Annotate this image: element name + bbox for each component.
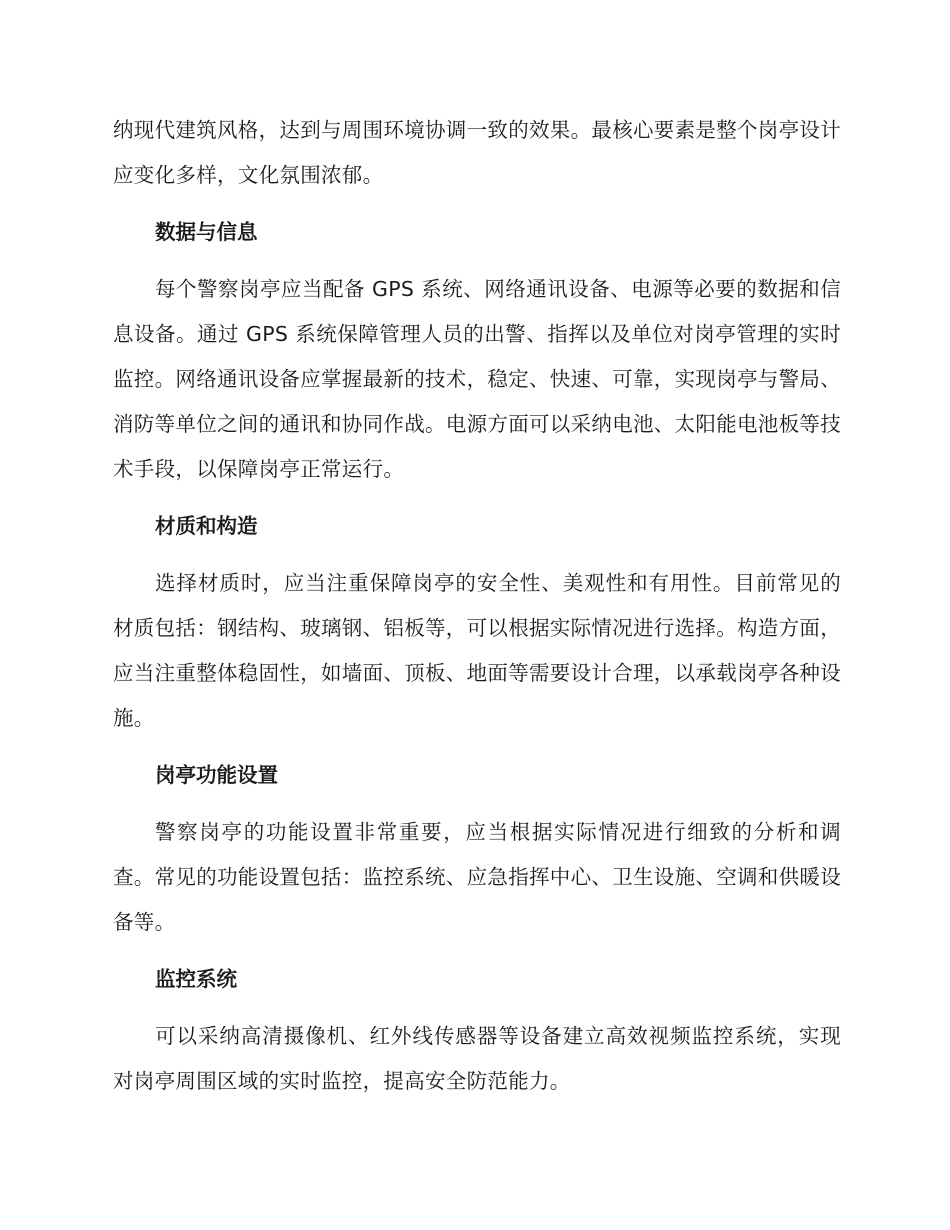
spacer [113, 255, 841, 267]
spacer [113, 741, 841, 753]
section-body-monitoring: 可以采纳高清摄像机、红外线传感器等设备建立高效视频监控系统，实现对岗亭周围区域的实时监控，提高安全防范能力。 [113, 1024, 841, 1093]
section-heading-functions: 岗亭功能设置 [155, 763, 278, 787]
section-body-materials: 选择材质时，应当注重保障岗亭的安全性、美观性和有用性。目前常见的材质包括：钢结构、玻璃钢、铝板等，可以根据实际情况进行选择。构造方面，应当注重整体稳固性，如墙面、顶板、地面等需要设计合理，以承载岗亭各种设施。 [113, 571, 841, 730]
spacer [113, 492, 841, 504]
intro-paragraph: 纳现代建筑风格，达到与周围环境协调一致的效果。最核心要素是整个岗亭设计应变化多样，文化氛围浓郁。 [113, 118, 841, 187]
spacer [113, 1002, 841, 1014]
section-heading-data-info: 数据与信息 [155, 220, 258, 244]
section-heading-materials: 材质和构造 [155, 514, 258, 538]
spacer [113, 945, 841, 957]
spacer [113, 798, 841, 810]
spacer [113, 549, 841, 561]
section-body-data-info: 每个警察岗亭应当配备 GPS 系统、网络通讯设备、电源等必要的数据和信息设备。通过 GPS 系统保障管理人员的出警、指挥以及单位对岗亭管理的实时监控。网络通讯设备应掌握最新的技术，稳定、快速、可靠，实现岗亭与警局、消防等单位之间的通讯和协同作战。电源方面可以采纳电池、太阳能电池板等技术手段，以保障岗亭正常运行。 [113, 277, 841, 481]
section-body-functions: 警察岗亭的功能设置非常重要，应当根据实际情况进行细致的分析和调查。常见的功能设置包括：监控系统、应急指挥中心、卫生设施、空调和供暖设备等。 [113, 820, 841, 934]
spacer [113, 198, 841, 210]
document-page [113, 108, 841, 1104]
section-heading-monitoring: 监控系统 [155, 967, 237, 991]
